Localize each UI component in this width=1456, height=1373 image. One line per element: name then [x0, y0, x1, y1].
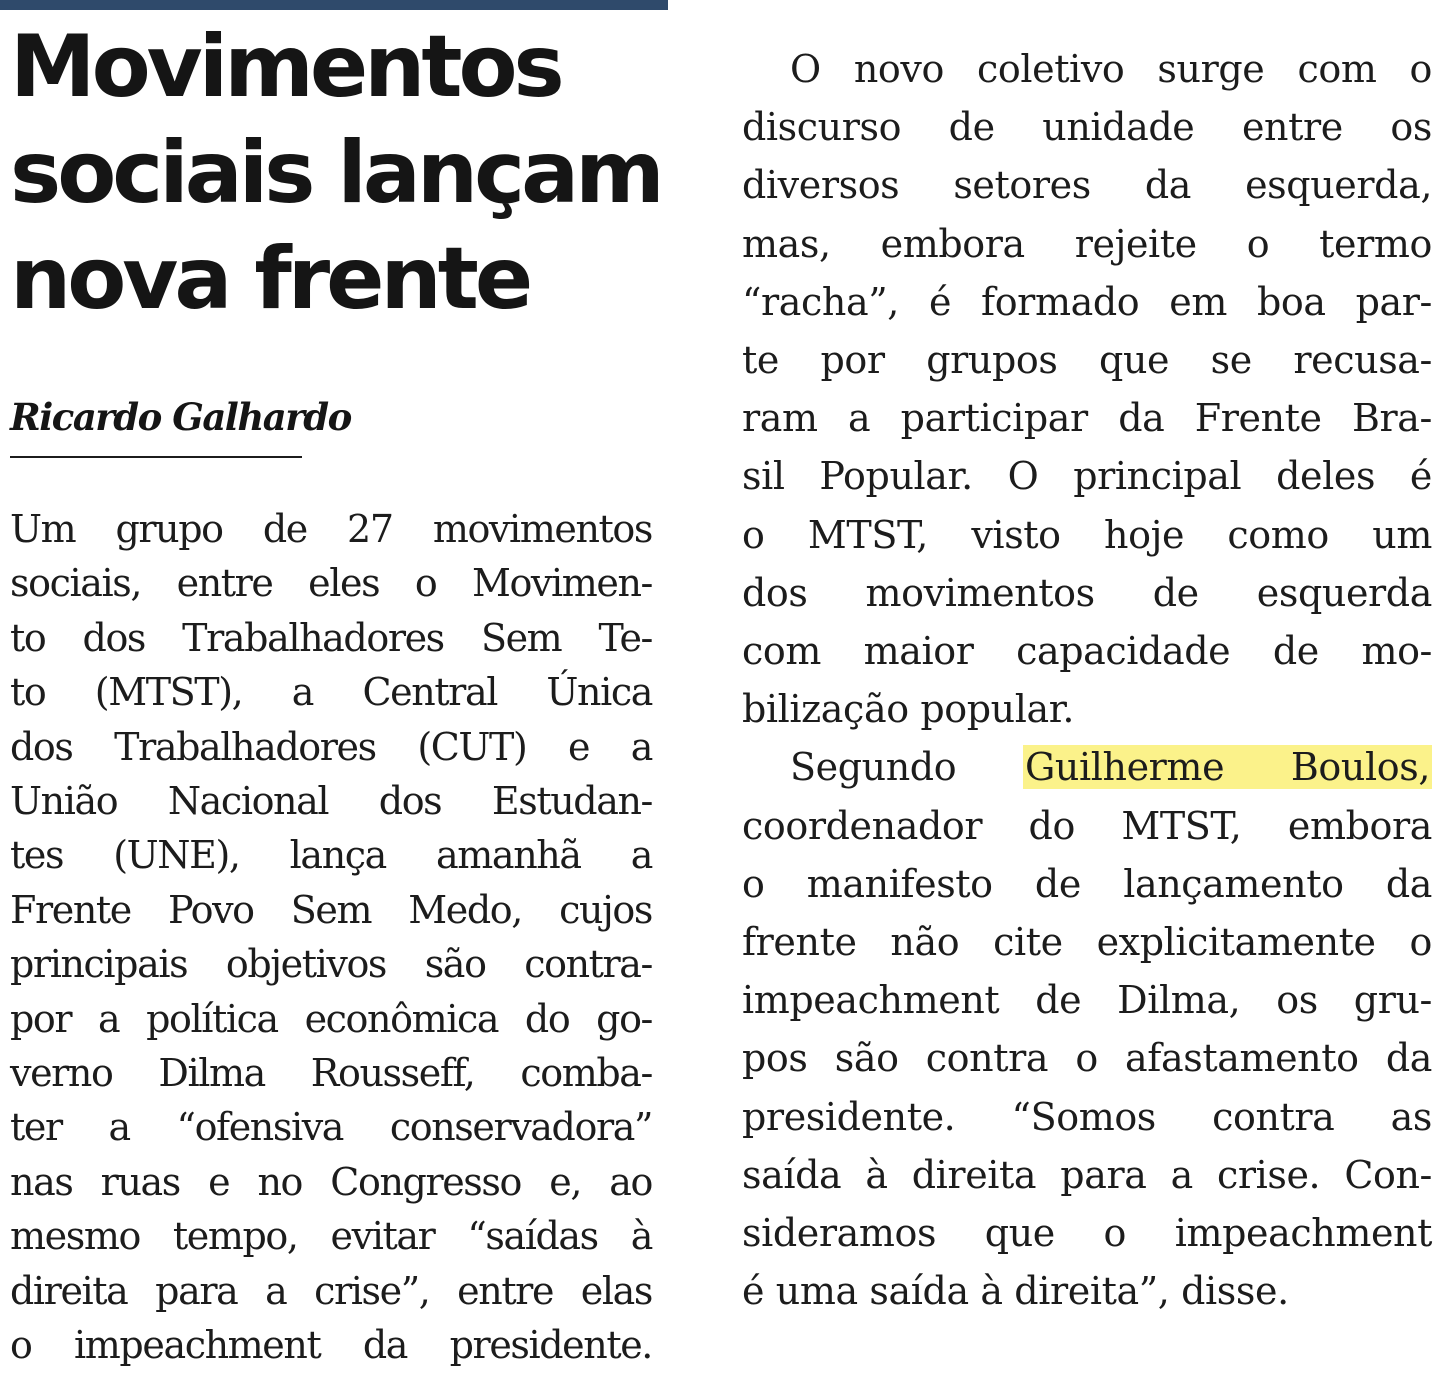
- paragraph-line: saída à direita para a crise. Con-: [742, 1152, 1432, 1197]
- paragraph-line: diversos setores da esquerda,: [742, 163, 1432, 208]
- paragraph-line: sil Popular. O principal deles é: [742, 454, 1432, 499]
- paragraph-line: dos movimentos de esquerda: [742, 570, 1432, 615]
- right-column: [742, 40, 1432, 1320]
- paragraph-line: bilização popular.: [742, 687, 1075, 732]
- column-2-text: [742, 40, 1432, 1320]
- paragraph-line: nas ruas e no Congresso e, ao: [10, 1159, 652, 1204]
- paragraph-line: frente não cite explicitamente o: [742, 920, 1432, 965]
- paragraph-line: o MTST, visto hoje como um: [742, 512, 1432, 557]
- text-segment: Segundo: [790, 745, 1023, 790]
- paragraph-2: [742, 738, 1432, 1320]
- paragraph-line: sideramos que o impeachment: [742, 1211, 1432, 1256]
- paragraph-line: é uma saída à direita”, disse.: [742, 1269, 1289, 1314]
- paragraph-line: discurso de unidade entre os: [742, 105, 1432, 150]
- headline-line: nova frente: [10, 229, 530, 329]
- paragraph-line: com maior capacidade de mo-: [742, 629, 1432, 674]
- paragraph-line: to dos Trabalhadores Sem Te-: [10, 615, 652, 660]
- paragraph-line: “racha”, é formado em boa par-: [742, 279, 1432, 324]
- paragraph-line: dos Trabalhadores (CUT) e a: [10, 724, 652, 769]
- byline: Ricardo Galhardo: [10, 395, 351, 439]
- paragraph-line: verno Dilma Rousseff, comba-: [10, 1051, 652, 1096]
- paragraph-line: te por grupos que se recusa-: [742, 338, 1432, 383]
- headline-line: Movimentos: [10, 17, 561, 117]
- left-column: [10, 14, 661, 1373]
- paragraph-line: sociais, entre eles o Movimen-: [10, 561, 652, 606]
- paragraph-line: principais objetivos são contra-: [10, 942, 652, 987]
- byline-divider: [10, 456, 302, 458]
- paragraph-line: o manifesto de lançamento da: [742, 861, 1432, 906]
- column-1-text: [10, 502, 652, 1373]
- highlighted-name: Guilherme Boulos,: [1024, 745, 1430, 790]
- paragraph-line: impeachment de Dilma, os gru-: [742, 978, 1432, 1023]
- paragraph-line: ter a “ofensiva conservadora”: [10, 1105, 652, 1150]
- paragraph-line: [742, 738, 1432, 796]
- headline: [10, 14, 661, 332]
- headline-line: sociais lançam: [10, 123, 661, 223]
- paragraph-line: pos são contra o afastamento da: [742, 1036, 1432, 1081]
- paragraph-line: O novo coletivo surge com o: [790, 47, 1432, 91]
- paragraph-line: mas, embora rejeite o termo: [742, 221, 1432, 266]
- paragraph-line: ram a participar da Frente Bra-: [742, 396, 1432, 441]
- paragraph-line: o impeachment da presidente.: [10, 1323, 652, 1368]
- paragraph-1: [742, 40, 1432, 738]
- top-color-rule: [0, 0, 668, 10]
- paragraph-line: direita para a crise”, entre elas: [10, 1268, 652, 1313]
- paragraph-line: por a política econômica do go-: [10, 996, 652, 1041]
- paragraph-line: mesmo tempo, evitar “saídas à: [10, 1214, 652, 1259]
- paragraph-line: to (MTST), a Central Única: [10, 670, 652, 715]
- paragraph-line: Frente Povo Sem Medo, cujos: [10, 887, 652, 932]
- paragraph-line: presidente. “Somos contra as: [742, 1094, 1432, 1139]
- paragraph-line: tes (UNE), lança amanhã a: [10, 833, 652, 878]
- paragraph-line: coordenador do MTST, embora: [742, 803, 1432, 848]
- paragraph-line: União Nacional dos Estudan-: [10, 779, 652, 824]
- paragraph-line: Um grupo de 27 movimentos: [10, 507, 652, 551]
